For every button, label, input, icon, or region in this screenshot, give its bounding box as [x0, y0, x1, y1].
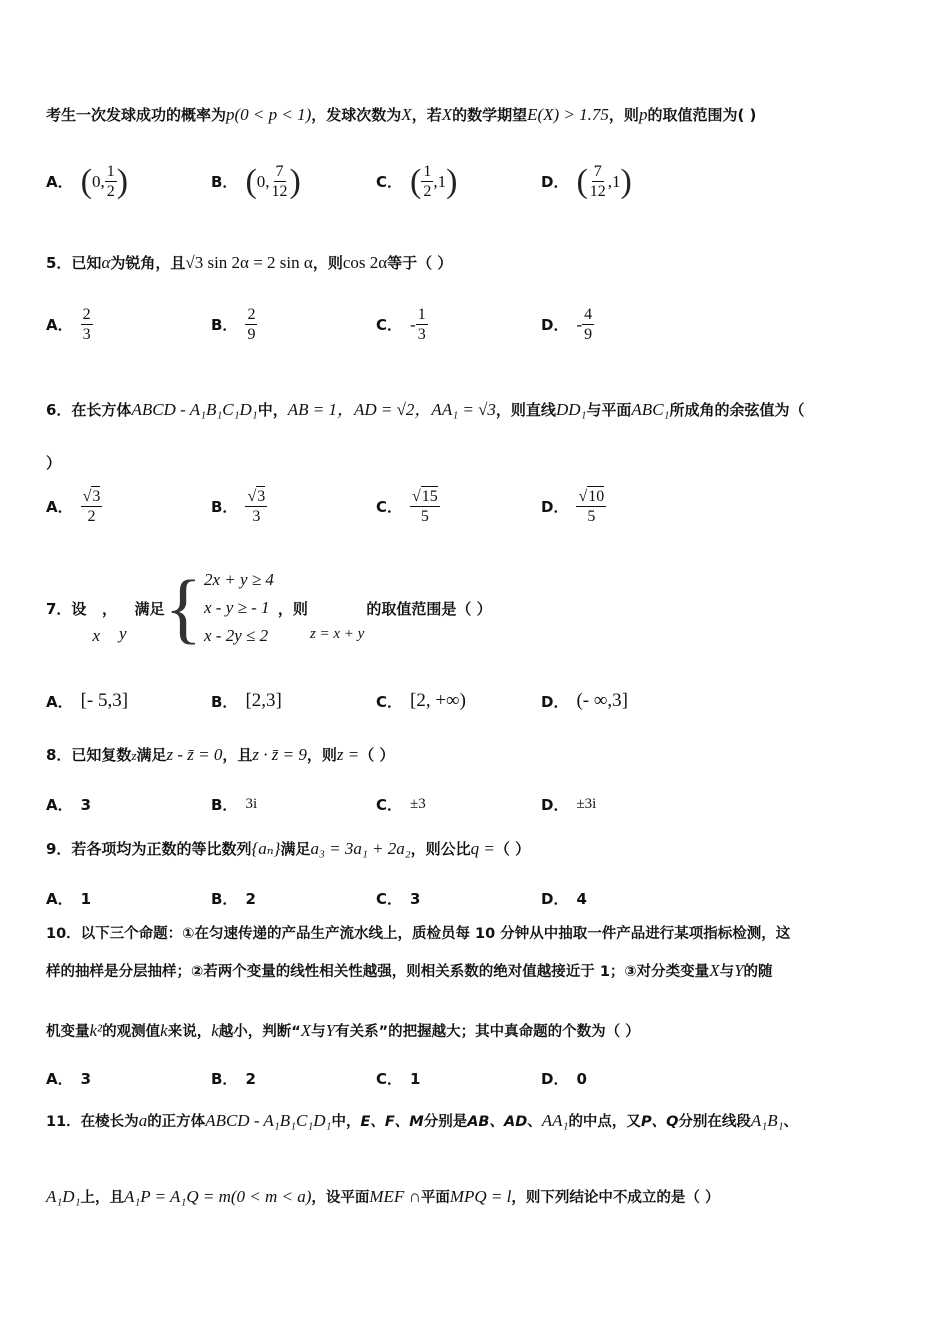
numerator: √ 15 — [410, 486, 440, 507]
option-a[interactable] — [46, 1068, 91, 1089]
q11-text: 的中点，又 — [568, 1114, 641, 1130]
q7-text: ，则 — [277, 599, 308, 618]
option-b[interactable] — [211, 1068, 256, 1089]
option-d[interactable] — [541, 794, 596, 815]
option-value: ,1 — [433, 171, 447, 191]
option-label: C． — [376, 1070, 403, 1088]
constraint: 2x + y ≥ 4 — [204, 570, 274, 589]
q10-text: 有关系”的把握越大；其中真命题的个数为（ ） — [335, 1024, 640, 1040]
q10-math-k: k — [211, 1021, 219, 1040]
denominator: 3 — [417, 326, 426, 344]
numerator: 7 — [274, 162, 286, 182]
q8-text: ，且 — [222, 746, 253, 764]
denominator: 3 — [82, 326, 91, 344]
q11-text: ，设平面 — [311, 1190, 370, 1206]
q6-math-line: DD₁ — [555, 400, 587, 419]
option-c[interactable] — [376, 794, 426, 815]
q4-math-p: p — [638, 105, 648, 124]
q11-math-condition: A₁P = A₁Q = m(0 < m < a) — [123, 1187, 312, 1206]
option-a[interactable] — [46, 162, 128, 201]
option-label: C． — [376, 316, 403, 335]
option-a[interactable] — [46, 690, 128, 712]
fraction — [245, 305, 257, 344]
option-label: A． — [46, 316, 73, 335]
option-label: C． — [376, 497, 403, 516]
option-label: A． — [46, 692, 73, 711]
paren: ) — [620, 162, 632, 200]
option-a[interactable] — [46, 888, 91, 909]
option-value: ±3i — [576, 796, 597, 812]
q9-math-equation: a₃ = 3a₁ + 2a₂ — [310, 839, 411, 858]
option-d[interactable] — [541, 305, 594, 344]
fraction — [410, 486, 440, 526]
constraint: x - 2y ≤ 2 — [204, 626, 269, 645]
option-value: 3 — [410, 889, 421, 908]
q11-math-segment: A₁B₁ — [750, 1111, 784, 1130]
q7-text: ， — [101, 599, 117, 618]
q4-math-x: X — [441, 105, 453, 124]
q11-math-plane: MPQ = l — [449, 1187, 512, 1206]
q10-math-x: X — [709, 961, 720, 980]
fraction — [588, 162, 608, 201]
option-value: 0 — [576, 1069, 587, 1088]
numerator: 2 — [245, 305, 257, 325]
paren: ( — [576, 162, 588, 200]
q6-math-conditions: AB = 1，AD = √2，AA₁ = √3 — [287, 400, 496, 419]
option-b[interactable] — [211, 690, 282, 712]
q6-text: 所成角的余弦值为（ — [669, 401, 805, 419]
denominator: 2 — [87, 508, 96, 526]
option-label: B． — [211, 173, 238, 192]
question-10-line-2 — [46, 960, 910, 981]
option-d[interactable] — [541, 690, 628, 712]
q7-math-z: z = x + y — [309, 625, 365, 642]
q11-text: 分别在线段 — [678, 1114, 751, 1130]
sign: - — [410, 314, 416, 334]
option-b[interactable] — [211, 888, 256, 909]
denominator: 2 — [106, 183, 115, 201]
option-label: D． — [541, 316, 569, 335]
q7-text: 的取值范围是（ ） — [366, 599, 492, 618]
option-label: B． — [211, 1070, 238, 1088]
q7-math-y: y — [119, 624, 127, 643]
question-10-line-1 — [46, 922, 910, 943]
q5-math-alpha: α — [101, 253, 111, 272]
q11-text: 平面 — [420, 1190, 450, 1206]
option-c[interactable] — [376, 1068, 420, 1089]
option-label: A． — [46, 173, 73, 192]
q11-points: P、Q — [640, 1114, 679, 1130]
q11-points: E、F、M — [360, 1114, 424, 1130]
q8-text: （ ） — [359, 746, 395, 764]
question-6-stem — [46, 395, 910, 420]
fraction — [416, 305, 428, 344]
numerator: 1 — [421, 162, 433, 182]
q7-text: 满足 — [134, 599, 165, 618]
question-4-stem — [46, 104, 910, 125]
option-label: A． — [46, 497, 73, 516]
q11-text: 上，且 — [80, 1190, 124, 1206]
q11-math-plane: MEF ∩ — [369, 1187, 421, 1206]
q9-text: （ ） — [494, 840, 531, 858]
question-11-line-2 — [46, 1186, 910, 1207]
question-8-stem — [46, 744, 910, 765]
option-c[interactable] — [376, 690, 466, 712]
q7-math-x: x — [92, 626, 100, 645]
q10-math-k: k — [160, 1021, 168, 1040]
q10-math-y: Y — [325, 1021, 336, 1040]
q9-text: ，则公比 — [410, 840, 471, 858]
q10-text: 越小，判断“ — [218, 1024, 301, 1040]
brace-icon: { — [164, 564, 203, 651]
q5-text: 等于（ ） — [387, 254, 453, 272]
q5-text: 5．已知 — [46, 254, 102, 272]
q10-text: 机变量 — [46, 1024, 90, 1040]
option-value: 3 — [80, 1069, 92, 1088]
q4-math-expectation: E(X) > 1.75 — [527, 105, 609, 124]
option-label: C． — [376, 692, 403, 711]
q10-text: 与 — [311, 1024, 326, 1040]
option-c[interactable] — [376, 305, 428, 344]
option-label: A． — [46, 1070, 73, 1088]
denominator: 2 — [423, 183, 432, 201]
q11-text: 11．在棱长为 — [46, 1114, 139, 1130]
q9-math-q: q = — [470, 839, 495, 858]
option-label: D． — [541, 497, 569, 516]
q10-text: 的随 — [743, 964, 773, 980]
option-b[interactable] — [211, 305, 257, 344]
option-label: D． — [541, 890, 569, 908]
option-label: C． — [376, 890, 403, 908]
option-value: 3 — [80, 795, 92, 814]
fraction — [245, 486, 267, 526]
paren: ( — [80, 162, 92, 200]
question-6-stem-end — [46, 452, 910, 473]
q10-math-x: X — [300, 1021, 312, 1040]
q6-math-box: ABCD - A₁B₁C₁D₁ — [131, 400, 258, 419]
option-value: 4 — [576, 889, 587, 908]
q10-math-k2: k² — [89, 1021, 103, 1040]
q11-text: 、 — [783, 1114, 798, 1130]
q4-math-p: p(0 < p < 1) — [226, 105, 312, 124]
numerator: √ 3 — [81, 486, 103, 507]
option-value: 0, — [256, 171, 270, 191]
question-7-stem — [46, 566, 910, 650]
q6-text: 中， — [257, 401, 288, 419]
question-5-stem — [46, 252, 910, 273]
denominator: 9 — [584, 326, 593, 344]
numerator: 1 — [105, 162, 117, 182]
q4-text: 考生一次发球成功的概率为 — [46, 106, 227, 124]
paren: ( — [245, 162, 257, 200]
option-b[interactable] — [211, 794, 257, 815]
option-value: ,1 — [607, 171, 621, 191]
q4-text: 的数学期望 — [452, 106, 528, 124]
q11-edges: AB、AD — [467, 1114, 528, 1130]
radicand: 3 — [257, 488, 266, 505]
option-label: B． — [211, 316, 238, 335]
q5-math-cos: cos 2α — [342, 253, 388, 272]
q11-math-edge: AA₁ — [541, 1111, 569, 1130]
option-label: D． — [541, 173, 569, 192]
q11-text: 中， — [331, 1114, 361, 1130]
q4-text: 的取值范围为( ) — [647, 106, 757, 124]
q11-text: ，则下列结论中不成立的是（ ） — [511, 1190, 720, 1206]
option-label: D． — [541, 796, 569, 814]
numerator: √ 3 — [245, 486, 267, 507]
option-label: D． — [541, 692, 569, 711]
q11-text: 分别是 — [423, 1114, 468, 1130]
radicand: 15 — [421, 488, 438, 505]
q4-text: ，发球次数为 — [311, 106, 402, 124]
numerator: 4 — [582, 305, 594, 325]
option-label: B． — [211, 692, 238, 711]
option-value: [2,3] — [245, 690, 282, 711]
fraction — [81, 305, 93, 344]
numerator: 2 — [81, 305, 93, 325]
option-value: 1 — [410, 1069, 421, 1088]
q9-math-sequence: {aₙ} — [251, 839, 281, 858]
option-value: (- ∞,3] — [576, 690, 628, 711]
fraction — [421, 162, 433, 201]
q8-math-z: z = — [336, 745, 360, 764]
q4-text: ，则 — [608, 106, 639, 124]
option-value: 1 — [80, 889, 92, 908]
q4-math-x: X — [401, 105, 412, 124]
q5-math-equation: √3 sin 2α = 2 sin α — [185, 253, 313, 272]
option-value: 2 — [245, 889, 256, 908]
q11-text: 的正方体 — [147, 1114, 206, 1130]
denominator: 9 — [247, 326, 256, 344]
denominator: 5 — [587, 508, 596, 526]
q10-text: 与 — [719, 964, 735, 980]
option-b[interactable] — [211, 162, 301, 201]
option-a[interactable] — [46, 486, 102, 526]
option-value: 0, — [91, 171, 105, 191]
q8-math-condition: z · z̄ = 9 — [252, 745, 307, 764]
q5-text: 为锐角，且 — [110, 254, 186, 272]
numerator: √ 10 — [576, 486, 606, 507]
q10-text: 10．以下三个命题：①在匀速传递的产品生产流水线上，质检员每 10 分钟从中抽取一件产品进行某项指标检测，这 — [46, 926, 791, 942]
paren: ) — [289, 162, 301, 200]
paren: ( — [410, 162, 422, 200]
option-d[interactable] — [541, 1068, 587, 1089]
q11-math-a: a — [138, 1111, 148, 1130]
option-value: ±3 — [410, 796, 426, 812]
option-a[interactable] — [46, 305, 93, 344]
q11-text: 、 — [527, 1114, 542, 1130]
q8-text: ，则 — [306, 746, 337, 764]
denominator: 12 — [271, 183, 288, 201]
option-value: [2, +∞) — [410, 690, 466, 711]
option-d[interactable] — [541, 486, 606, 526]
q5-text: ，则 — [312, 254, 343, 272]
option-label: C． — [376, 173, 403, 192]
constraint: x - y ≥ - 1 — [204, 598, 270, 617]
option-label: B． — [211, 796, 238, 814]
q9-text: 满足 — [280, 840, 311, 858]
option-value: 2 — [245, 1069, 256, 1088]
option-label: B． — [211, 890, 238, 908]
constraint-system — [165, 566, 274, 650]
denominator: 5 — [420, 508, 429, 526]
paren: ) — [116, 162, 129, 200]
option-d[interactable] — [541, 162, 632, 201]
numerator: 1 — [416, 305, 428, 325]
q10-text: 的观测值 — [102, 1024, 161, 1040]
fraction — [81, 486, 103, 526]
option-label: C． — [376, 796, 403, 814]
q11-math-segment: A₁D₁ — [46, 1187, 81, 1206]
option-a[interactable] — [46, 794, 91, 815]
q10-text: 来说， — [167, 1024, 212, 1040]
numerator: 7 — [592, 162, 604, 182]
fraction — [582, 305, 594, 344]
option-label: A． — [46, 890, 73, 908]
denominator: 12 — [589, 183, 606, 201]
sign: - — [576, 314, 583, 334]
q8-text: 满足 — [136, 746, 167, 764]
question-10-line-3 — [46, 1020, 910, 1041]
question-9-stem — [46, 838, 910, 859]
option-c[interactable] — [376, 486, 440, 526]
q8-text: 8．已知复数 — [46, 746, 132, 764]
fraction — [270, 162, 290, 201]
option-b[interactable] — [211, 486, 267, 526]
q6-text: 6．在长方体 — [46, 401, 132, 419]
q6-text: ） — [46, 454, 62, 472]
q10-text: 样的抽样是分层抽样；②若两个变量的线性相关性越强，则相关系数的绝对值越接近于 1；③对分类变量 — [46, 964, 710, 980]
radicand: 3 — [92, 488, 101, 505]
fraction — [576, 486, 606, 526]
option-c[interactable] — [376, 888, 420, 909]
q9-text: 9．若各项均为正数的等比数列 — [46, 840, 252, 858]
q6-text: 与平面 — [586, 401, 632, 419]
q4-text: ，若 — [411, 106, 442, 124]
q6-text: ，则直线 — [495, 401, 556, 419]
option-c[interactable] — [376, 162, 457, 201]
denominator: 3 — [252, 508, 261, 526]
q10-math-y: Y — [734, 961, 744, 980]
option-value: [- 5,3] — [80, 690, 129, 711]
option-label: A． — [46, 796, 73, 814]
option-label: D． — [541, 1070, 569, 1088]
question-11-line-1 — [46, 1110, 910, 1131]
fraction — [105, 162, 117, 201]
option-value: 3i — [245, 796, 258, 812]
option-d[interactable] — [541, 888, 587, 909]
paren: ) — [446, 162, 458, 200]
q8-math-condition: z - z̄ = 0 — [166, 745, 223, 764]
q8-math-z: z — [131, 748, 137, 763]
q6-math-plane: ABC₁ — [631, 400, 670, 419]
radicand: 10 — [588, 488, 605, 505]
q11-math-cube: ABCD - A₁B₁C₁D₁ — [205, 1111, 332, 1130]
q7-text: 7．设 — [46, 599, 87, 618]
option-label: B． — [211, 497, 238, 516]
